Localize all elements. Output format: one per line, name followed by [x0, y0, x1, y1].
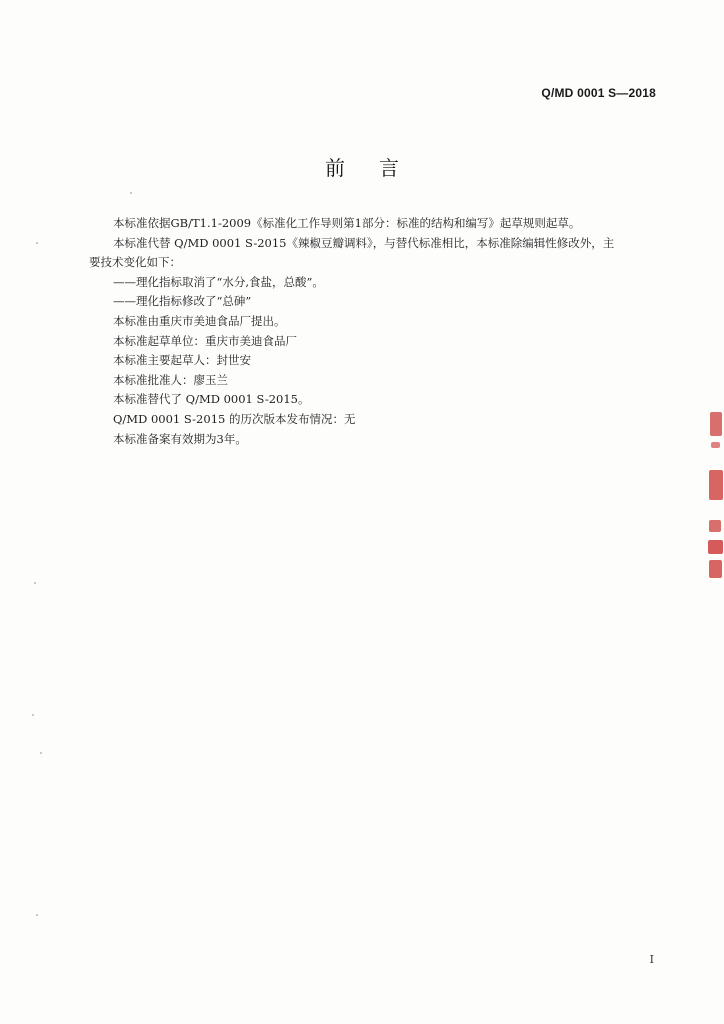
- document-code: Q/MD 0001 S—2018: [541, 86, 656, 100]
- page-number: I: [649, 953, 654, 966]
- paragraph-version-history: Q/MD 0001 S-2015 的历次版本发布情况：无: [113, 411, 356, 426]
- paragraph-supersedes: 本标准替代了 Q/MD 0001 S-2015。: [113, 392, 310, 407]
- page-title: 前言: [325, 156, 433, 180]
- paragraph-approver: 本标准批准人：廖玉兰: [113, 372, 228, 387]
- paragraph-replacement: 本标准代替 Q/MD 0001 S-2015《辣椒豆瓣调料》，与替代标准相比，本标准除编辑性修改外，主: [113, 235, 615, 250]
- paragraph-drafting-unit: 本标准起草单位：重庆市美迪食品厂: [113, 333, 297, 348]
- list-item-change-2: ——理化指标修改了“总砷”: [113, 294, 252, 309]
- paragraph-basis: 本标准依据GB/T1.1-2009《标准化工作导则第1部分：标准的结构和编写》起草规则起草。: [113, 216, 581, 230]
- paragraph-validity: 本标准备案有效期为3年。: [113, 431, 247, 446]
- document-body: [89, 214, 659, 449]
- list-item-change-1: ——理化指标取消了“水分,食盐，总酸”。: [113, 274, 324, 289]
- paragraph-replacement-continued: 要技术变化如下：: [89, 255, 181, 270]
- paragraph-main-drafter: 本标准主要起草人：封世安: [113, 353, 251, 368]
- paragraph-proposer: 本标准由重庆市美迪食品厂提出。: [113, 313, 286, 328]
